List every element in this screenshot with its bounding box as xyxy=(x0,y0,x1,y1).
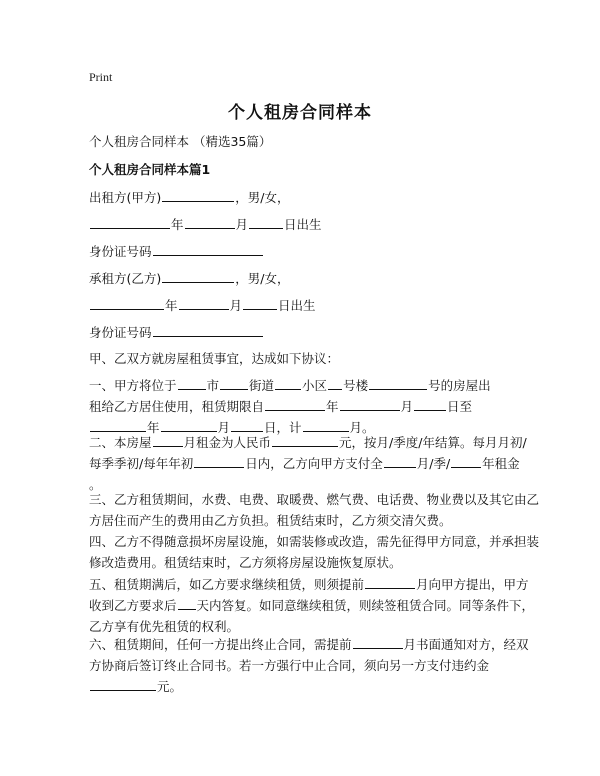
clause-6-text-a: 六、租赁期间，任何一方提出终止合同，需提前 xyxy=(89,637,352,652)
lessor-gender-text: ，男/女， xyxy=(235,190,290,205)
lessee-id-blank[interactable] xyxy=(153,323,263,337)
clause-2 xyxy=(89,432,529,495)
lessee-year-label: 年 xyxy=(165,298,178,313)
clause-6-row-3 xyxy=(89,676,529,697)
lessee-birth-day-blank[interactable] xyxy=(243,296,277,310)
lessee-born-label: 日出生 xyxy=(278,298,316,313)
clause-4-row-2: 修改造费用。租赁结束时，乙方须将房屋设施恢复原状。 xyxy=(89,555,402,570)
clause-2-row-1 xyxy=(89,432,529,453)
clause-5-text-d: 天内答复。如同意继续租赁，则续签租赁合同。同等条件下， xyxy=(196,598,535,613)
payment-days-blank[interactable] xyxy=(194,454,244,468)
clause-1 xyxy=(89,375,529,438)
clause-1-text-k: 年 xyxy=(147,420,160,435)
lessor-year-label: 年 xyxy=(171,217,184,232)
clause-1-text-h: 年 xyxy=(326,399,339,414)
clause-5-row-3: 乙方享有优先租赁的权利。 xyxy=(89,619,240,634)
clause-2-row-3: 。 xyxy=(89,477,102,492)
clause-6-text-c: 元。 xyxy=(157,679,183,694)
clause-1-text-e: 号楼 xyxy=(343,378,369,393)
clause-1-text-g: 租给乙方居住使用，租赁期限自 xyxy=(89,399,265,414)
print-label[interactable]: Print xyxy=(89,70,113,84)
clause-6-row-1 xyxy=(89,634,529,655)
clause-1-text-n: 月。 xyxy=(349,420,375,435)
clause-1-row-1 xyxy=(89,375,529,396)
start-day-blank[interactable] xyxy=(414,397,446,411)
clause-1-text-m: 日，计 xyxy=(264,420,302,435)
city-blank[interactable] xyxy=(178,376,206,390)
clause-2-text-b: 月租金为人民币 xyxy=(183,435,272,450)
start-year-blank[interactable] xyxy=(265,397,325,411)
house-blank[interactable] xyxy=(153,433,183,447)
lessee-name-line xyxy=(89,269,289,288)
clause-1-text-i: 月 xyxy=(400,399,414,414)
clause-3-row-1: 三、乙方租赁期间，水费、电费、取暖费、燃气费、电话费、物业费以及其它由乙 xyxy=(89,492,540,507)
lessor-id-blank[interactable] xyxy=(153,242,263,256)
clause-1-text-f: 号的房屋出 xyxy=(428,378,491,393)
lessor-birth-month-blank[interactable] xyxy=(185,215,235,229)
lessee-name-blank[interactable] xyxy=(162,269,234,283)
lessee-birth-month-blank[interactable] xyxy=(179,296,229,310)
lessee-gender-text: ，男/女， xyxy=(235,271,290,286)
clause-3 xyxy=(89,489,540,531)
lessor-name-line xyxy=(89,188,289,207)
reply-days-blank[interactable] xyxy=(178,596,196,610)
clause-5-text-a: 五、租赁期满后，如乙方要求继续租赁，则须提前 xyxy=(89,577,365,592)
penalty-amount-blank[interactable] xyxy=(90,677,156,691)
lessee-birth-year-blank[interactable] xyxy=(90,296,164,310)
lessor-name-label: 出租方(甲方) xyxy=(89,190,162,205)
clause-2-text-g: 年租金 xyxy=(482,456,520,471)
clause-2-text-d: 每季季初/每年年初 xyxy=(89,456,194,471)
section-heading: 个人租房合同样本篇1 xyxy=(89,162,211,177)
payment-period-blank[interactable] xyxy=(384,454,416,468)
clause-2-row-2 xyxy=(89,453,529,474)
lessee-month-label: 月 xyxy=(229,298,243,313)
lessor-name-blank[interactable] xyxy=(162,188,234,202)
clause-5 xyxy=(89,574,535,637)
lessee-id-line xyxy=(89,323,264,342)
clause-2-text-c: 元，按月/季度/年结算。每月月初/ xyxy=(339,435,527,450)
clause-3-row-2: 方居住而产生的费用由乙方负担。租赁结束时，乙方须交清欠费。 xyxy=(89,513,452,528)
lessor-born-label: 日出生 xyxy=(284,217,322,232)
clause-5-text-b: 月向甲方提出，甲方 xyxy=(416,577,529,592)
clause-1-row-2 xyxy=(89,396,529,417)
lessor-id-label: 身份证号码 xyxy=(89,244,152,259)
clause-5-row-2 xyxy=(89,595,535,616)
clause-5-text-c: 收到乙方要求后 xyxy=(89,598,177,613)
payment-year-blank[interactable] xyxy=(451,454,481,468)
lessor-birth-day-blank[interactable] xyxy=(249,215,283,229)
document-subtitle: 个人租房合同样本 （精选35篇） xyxy=(89,134,272,149)
clause-2-text-e: 日内，乙方向甲方支付全 xyxy=(245,456,383,471)
lessee-name-label: 承租方(乙方) xyxy=(89,271,162,286)
clause-2-text-a: 二、本房屋 xyxy=(89,435,152,450)
clause-5-row-1 xyxy=(89,574,529,595)
clause-1-text-a: 一、甲方将位于 xyxy=(89,378,177,393)
rent-amount-blank[interactable] xyxy=(272,433,338,447)
agreement-intro: 甲、乙双方就房屋租赁事宜，达成如下协议： xyxy=(89,351,340,366)
clause-4 xyxy=(89,531,540,573)
building-blank[interactable] xyxy=(328,376,342,390)
clause-1-text-b: 市 xyxy=(206,378,220,393)
lessee-id-label: 身份证号码 xyxy=(89,325,152,340)
lessor-birth-line xyxy=(89,215,322,234)
clause-1-text-l: 月 xyxy=(217,420,231,435)
end-year-blank[interactable] xyxy=(90,418,146,432)
clause-1-text-c: 街道 xyxy=(249,378,275,393)
clause-1-text-d: 小区 xyxy=(302,378,328,393)
lessee-birth-line xyxy=(89,296,316,315)
end-month-blank[interactable] xyxy=(161,418,217,432)
clause-4-row-1: 四、乙方不得随意损坏房屋设施，如需装修或改造，需先征得甲方同意，并承担装 xyxy=(89,534,540,549)
clause-6-row-2: 方协商后签订终止合同书。若一方强行中止合同，须向另一方支付违约金 xyxy=(89,658,490,673)
lessor-birth-year-blank[interactable] xyxy=(90,215,170,229)
termination-notice-blank[interactable] xyxy=(353,635,403,649)
renewal-notice-blank[interactable] xyxy=(365,575,415,589)
clause-1-text-j: 日至 xyxy=(447,399,473,414)
lessor-id-line xyxy=(89,242,264,261)
room-number-blank[interactable] xyxy=(369,376,427,390)
lessor-month-label: 月 xyxy=(235,217,249,232)
street-blank[interactable] xyxy=(220,376,248,390)
clause-6 xyxy=(89,634,529,697)
document-title: 个人租房合同样本 xyxy=(228,103,372,123)
duration-blank[interactable] xyxy=(303,418,349,432)
clause-6-text-b: 月书面通知对方，经双 xyxy=(403,637,529,652)
end-day-blank[interactable] xyxy=(231,418,263,432)
start-month-blank[interactable] xyxy=(340,397,400,411)
clause-2-text-f: 月/季/ xyxy=(416,456,451,471)
community-blank[interactable] xyxy=(275,376,301,390)
